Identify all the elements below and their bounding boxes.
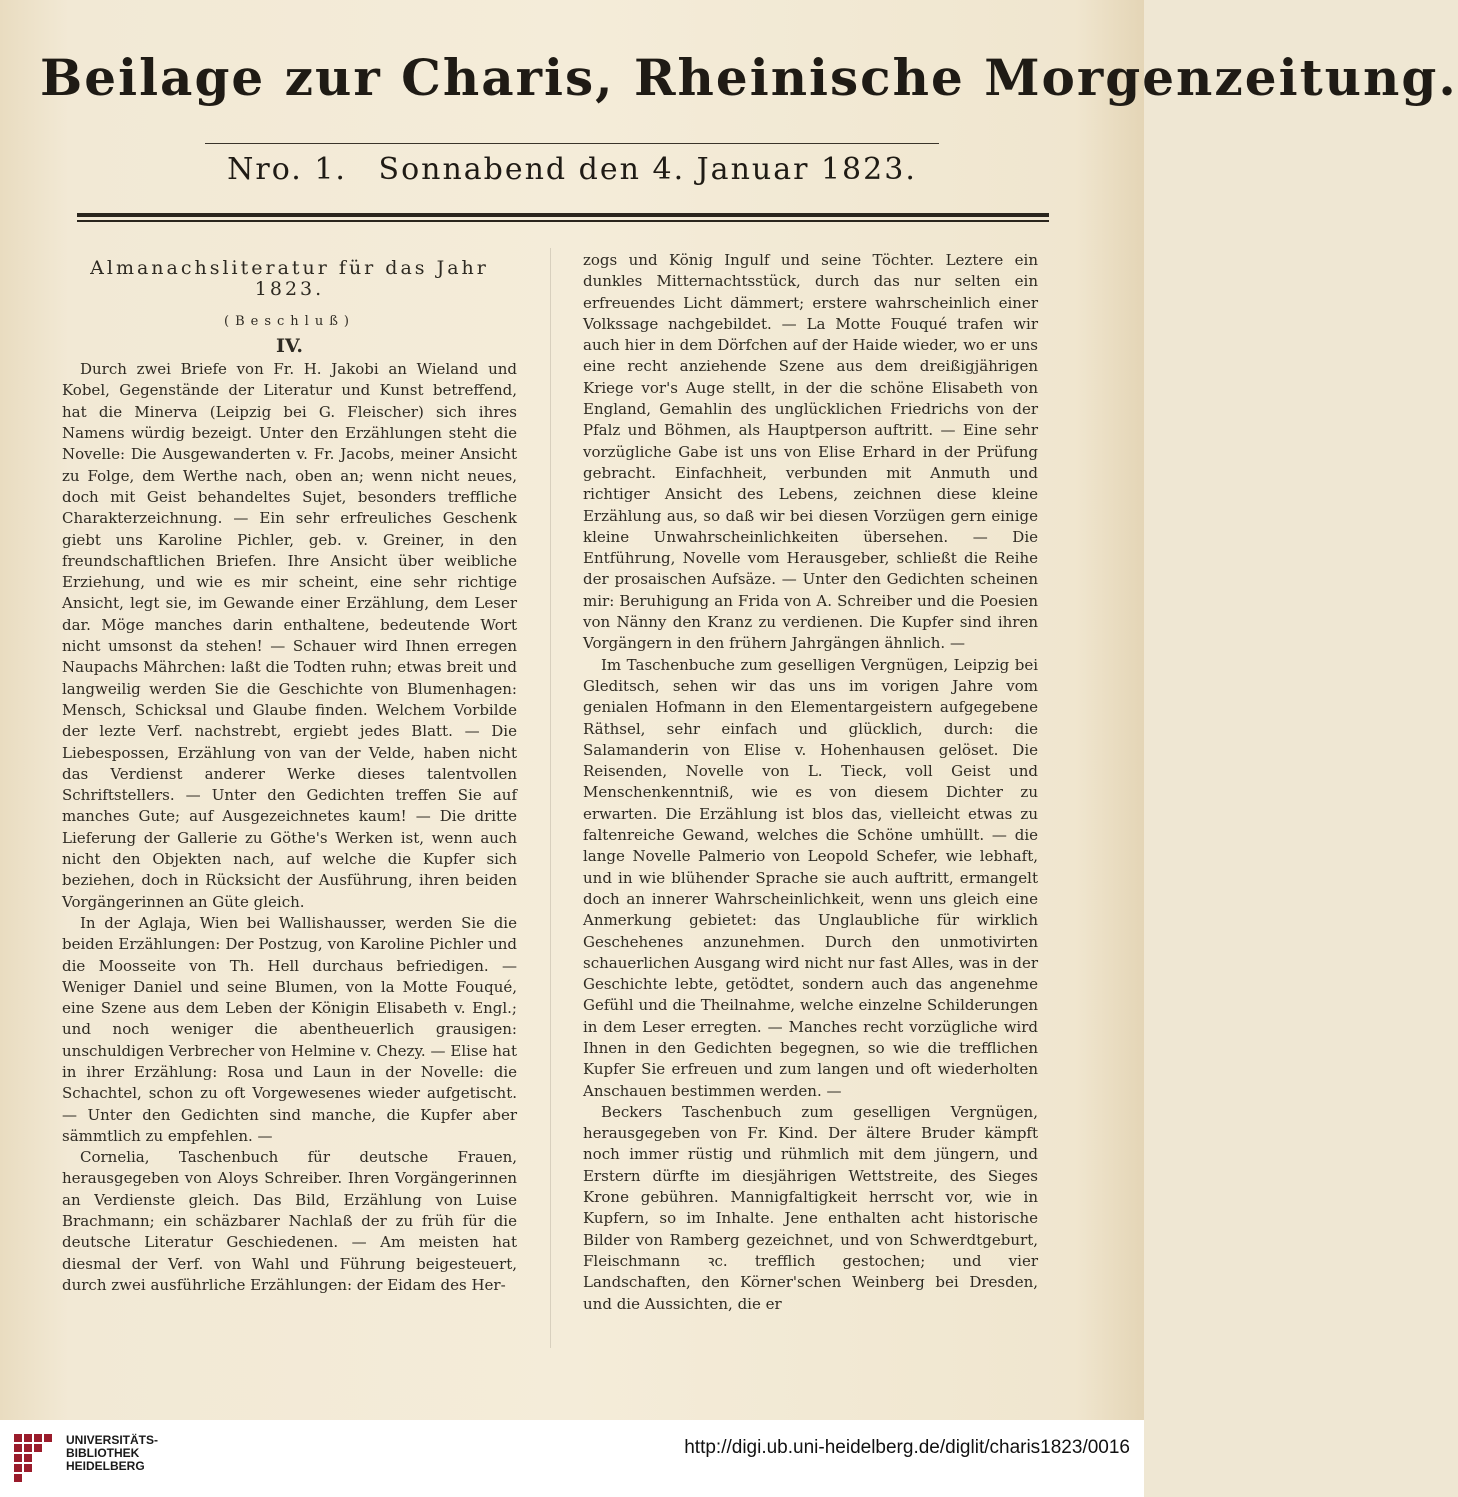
section-number: IV.	[276, 334, 303, 357]
header-rule-top	[77, 213, 1049, 217]
issue-date: Sonnabend den 4. Januar 1823.	[378, 152, 917, 187]
left-column	[62, 250, 517, 1360]
masthead-title: Beilage zur Charis, Rheinische Morgenzeitung.	[40, 48, 1458, 107]
header-rule-bottom	[77, 220, 1049, 222]
paragraph: In der Aglaja, Wien bei Wallishausser, werden Sie die beiden Erzählungen: Der Postzug, von Karoline Pichler und die Moosseite von Th. Hell durchaus befriedigen. — Weniger Daniel und seine Blumen, von la Motte Fouqué, eine Szene aus dem Leben der Königin Elisabeth v. Engl.; und noch weniger die abentheuerlich grausigen: unschuldigen Verbrecher von Helmine v. Chezy. — Elise hat in ihrer Erzählung: Rosa und Laun in der Novelle: die Schachtel, schon zu oft Vorgewesenes wieder aufgetischt. — Unter den Gedichten sind manche, die Kupfer aber sämmtlich zu empfehlen. —	[62, 913, 517, 1145]
library-name: UNIVERSITÄTS- BIBLIOTHEK HEIDELBERG	[66, 1433, 159, 1473]
library-logo-icon	[12, 1428, 64, 1484]
paragraph: Durch zwei Briefe von Fr. H. Jakobi an Wieland und Kobel, Gegenstände der Literatur und Kunst betreffend, hat die Minerva (Leipzig bei G. Fleischer) sich ihres Namens würdig bezeigt. Unter den Erzählungen steht die Novelle: Die Ausgewanderten v. Fr. Jacobs, meiner Ansicht zu Folge, dem Werthe nach, oben an; wenn nicht neues, doch mit Geist behandeltes Sujet, besonders treffliche Charakterzeichnung. — Ein sehr erfreuliches Geschenk giebt uns Karoline Pichler, geb. v. Greiner, in den freundschaftlichen Briefen. Ihre Ansicht über weibliche Erziehung, und wie es mir scheint, eine sehr richtige Ansicht, legt sie, im Gewande einer Erzählung, dem Leser dar. Möge manches darin enthaltene, bedeutende Wort nicht umsonst da stehen! — Schauer wird Ihnen erregen Naupachs Mährchen: laßt die Todten ruhn; etwas breit und langweilig werden Sie die Geschichte von Blumenhagen: Mensch, Schicksal und Glaube finden. Welchem Vorbilde der lezte Verf. nachstrebt, ergiebt jedes Blatt. — Die Liebespossen, Erzählung von van der Velde, haben nicht das Verdienst anderer Werke dieses talentvollen Schriftstellers. — Unter den Gedichten treffen Sie auf manches Gute; auf Ausgezeichnetes kaum! — Die dritte Lieferung der Gallerie zu Göthe's Werken ist, wenn auch nicht den Objekten nach, auf welche die Kupfer sich beziehen, doch in Rücksicht der Ausführung, ihren beiden Vorgängerinnen an Güte gleich.	[62, 360, 517, 911]
right-column	[583, 250, 1038, 1360]
paragraph: Beckers Taschenbuch zum geselligen Vergnügen, herausgegeben von Fr. Kind. Der ältere Bruder kämpft noch immer rüstig und rühmlich mit dem jüngern, und Erstern dürfte im diesjährigen Wettstreite, des Sieges Krone gebühren. Mannigfaltigkeit herrscht vor, wie in Kupfern, so im Inhalte. Jene enthalten acht historische Bilder von Ramberg gezeichnet, und von Schwerdtgeburt, Fleischmann ꝛc. trefflich gestochen; und vier Landschaften, den Körner'schen Weinberg bei Dresden, und die Aussichten, die er	[583, 1102, 1038, 1313]
masthead-rule	[205, 143, 939, 144]
column-divider	[550, 248, 551, 1348]
article-subheading: (Beschluß)	[224, 313, 355, 329]
issue-number: Nro. 1.	[227, 152, 347, 187]
paragraph: zogs und König Ingulf und seine Töchter. Leztere ein dunkles Mitternachtsstück, durch das nur selten ein erfreuendes Licht dämmert; erstere wahrscheinlich einer Volkssage nachgebildet. — La Motte Fouqué trafen wir auch hier in dem Dörfchen auf der Haide wieder, wo er uns eine recht anziehende Szene aus dem dreißigjährigen Kriege vor's Auge stellt, in der die schöne Elisabeth von England, Gemahlin des unglücklichen Friedrichs von der Pfalz und Böhmen, als Hauptperson auftritt. — Eine sehr vorzügliche Gabe ist uns von Elise Erhard in der Prüfung gebracht. Einfachheit, verbunden mit Anmuth und richtiger Ansicht des Lebens, zeichnen diese kleine Erzählung aus, so daß wir bei diesen Vorzügen gern einige kleine Unwahrscheinlichkeiten übersehen. — Die Entführung, Novelle vom Herausgeber, schließt die Reihe der prosaischen Aufsäze. — Unter den Gedichten scheinen mir: Beruhigung an Frida von A. Schreiber und die Poesien von Nänny den Kranz zu verdienen. Die Kupfer sind ihren Vorgängern in den frühern Jahrgängen ähnlich. —	[583, 251, 1038, 653]
issue-line	[60, 152, 1084, 187]
source-url[interactable]: http://digi.ub.uni-heidelberg.de/diglit/charis1823/0016	[684, 1437, 1130, 1458]
article-heading: Almanachsliteratur für das Jahr 1823.	[90, 257, 489, 301]
paragraph: Im Taschenbuche zum geselligen Vergnügen, Leipzig bei Gleditsch, sehen wir das uns im vorigen Jahre vom genialen Hofmann in den Elementargeistern aufgegebene Räthsel, sehr einfach und glücklich, durch: die Salamanderin von Elise v. Hohenhausen gelöset. Die Reisenden, Novelle von L. Tieck, voll Geist und Menschenkenntniß, wie es von diesem Dichter zu erwarten. Die Erzählung ist blos das, vielleicht etwas zu faltenreiche Gewand, welches die Schöne umhüllt. — die lange Novelle Palmerio von Leopold Schefer, wie lebhaft, und in wie blühender Sprache sie auch auftritt, ermangelt doch an innerer Wahrscheinlichkeit, wenn uns gleich eine Anmerkung gebietet: das Unglaubliche für wirklich Geschehenes anzunehmen. Durch den unmotivirten schauerlichen Ausgang wird nicht nur fast Alles, was in der Geschichte lebte, getödtet, sondern auch das angenehme Gefühl und die Theilnahme, welche einzelne Schilderungen in dem Leser erregten. — Manches recht vorzügliche wird Ihnen in den Gedichten begegnen, so wie die trefflichen Kupfer Sie erfreuen und zum langen und oft wiederholten Anschauen bestimmen werden. —	[583, 655, 1038, 1100]
paragraph: Cornelia, Taschenbuch für deutsche Frauen, herausgegeben von Aloys Schreiber. Ihren Vorgängerinnen an Verdienste gleich. Das Bild, Erzählung von Luise Brachmann; ein schäzbarer Nachlaß der zu früh für die deutsche Literatur Geschiedenen. — Am meisten hat diesmal der Verf. von Wahl und Führung beigesteuert, durch zwei ausführliche Erzählungen: der Eidam des Her-	[62, 1148, 517, 1294]
